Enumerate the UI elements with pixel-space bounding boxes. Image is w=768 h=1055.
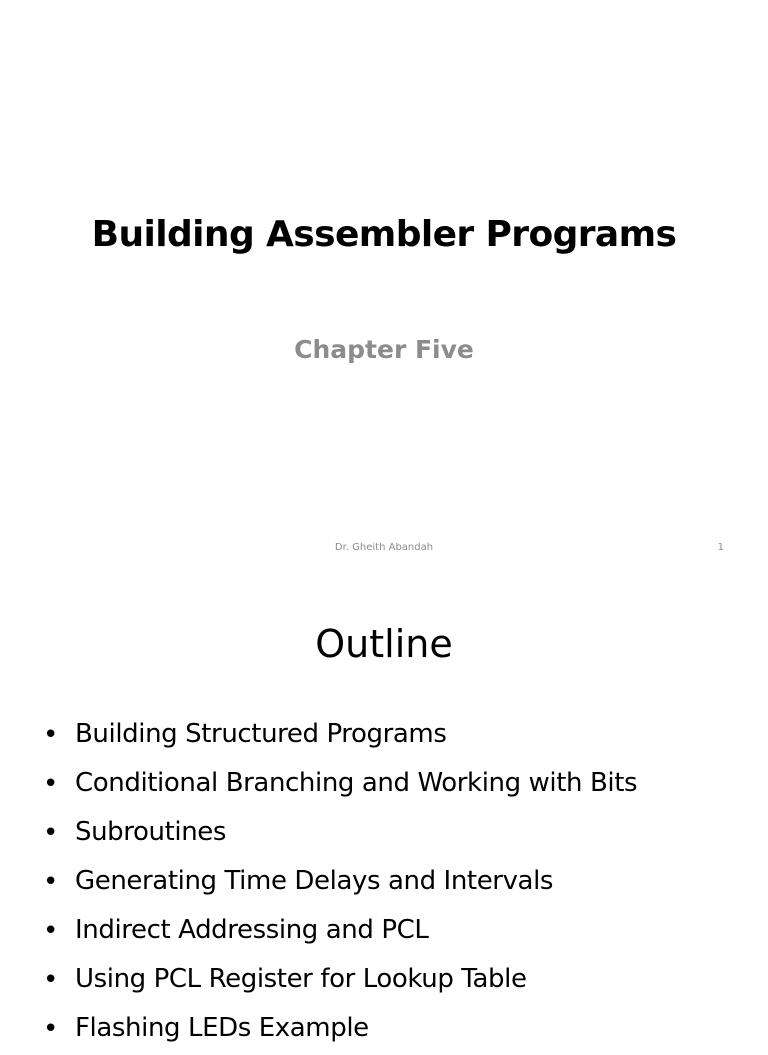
bullet-icon: •: [43, 769, 59, 799]
list-item-text: Conditional Branching and Working with Bits: [75, 768, 638, 798]
list-item-text: Generating Time Delays and Intervals: [75, 866, 554, 896]
list-item-text: Indirect Addressing and PCL: [75, 915, 429, 945]
list-item: [0, 859, 768, 908]
bullet-icon: •: [43, 867, 59, 897]
list-item: [0, 1006, 768, 1055]
list-item-text: Subroutines: [75, 817, 227, 847]
bullet-icon: •: [43, 818, 59, 848]
list-item: [0, 761, 768, 810]
slide-title: Building Assembler Programs: [91, 214, 677, 255]
list-item: [0, 908, 768, 957]
footer-author: Dr. Gheith Abandah: [334, 542, 434, 553]
outline-title: Outline: [315, 622, 453, 666]
list-item: [0, 712, 768, 761]
list-item-text: Using PCL Register for Lookup Table: [75, 964, 527, 994]
slide-subtitle: Chapter Five: [294, 335, 474, 364]
bullet-icon: •: [43, 1014, 59, 1044]
bullet-icon: •: [43, 916, 59, 946]
bullet-icon: •: [43, 720, 59, 750]
list-item-text: Flashing LEDs Example: [75, 1013, 369, 1043]
list-item-text: Building Structured Programs: [75, 719, 447, 749]
list-item: [0, 957, 768, 1006]
page-number: 1: [717, 542, 724, 553]
outline-list: [0, 712, 768, 1055]
outline-slide: [0, 576, 768, 1044]
bullet-icon: •: [43, 965, 59, 995]
list-item: [0, 810, 768, 859]
